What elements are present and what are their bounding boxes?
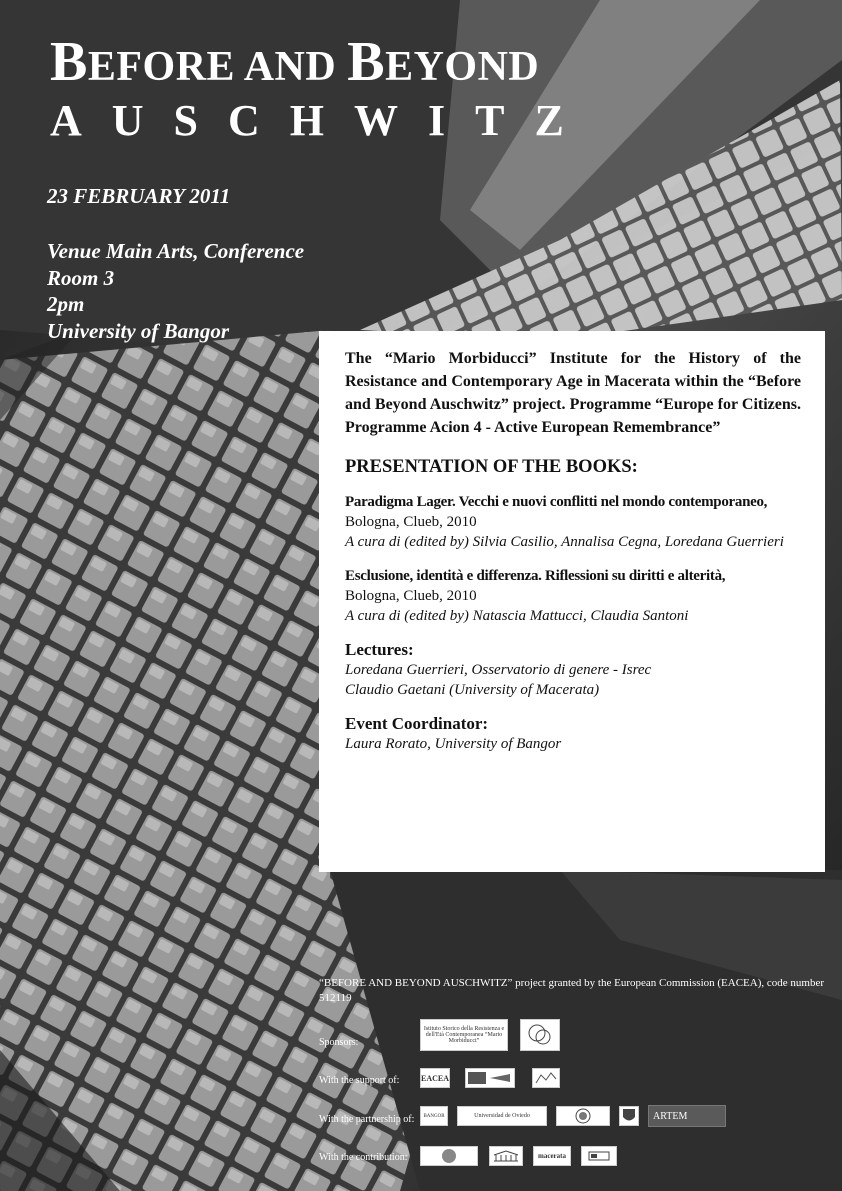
venue-block xyxy=(47,238,337,344)
venue-line: 2pm xyxy=(47,292,85,316)
university-seal-logo xyxy=(420,1146,478,1166)
bangor-logo: BANGOR xyxy=(420,1106,448,1126)
oviedo-logo: Universidad de Oviedo xyxy=(457,1106,547,1126)
event-date: 23 FEBRUARY 2011 xyxy=(47,184,231,208)
book-entry xyxy=(345,566,801,626)
venue-line: University of Bangor xyxy=(47,318,230,343)
circle-logo xyxy=(520,1019,560,1051)
eu-flag-logo xyxy=(465,1068,515,1088)
contribution-label: With the contribution: xyxy=(319,1152,408,1163)
lecture-item: Loredana Guerrieri, Osservatorio di genere - Isrec xyxy=(345,662,652,678)
info-panel xyxy=(319,331,825,872)
macerata-logo: macerata xyxy=(533,1146,571,1166)
book-entry xyxy=(345,492,801,552)
book-publisher: Bologna, Clueb, 2010 xyxy=(345,514,477,530)
book-publisher: Bologna, Clueb, 2010 xyxy=(345,588,477,604)
crest-logo xyxy=(619,1106,639,1126)
artem-logo: ARTEM xyxy=(648,1105,726,1127)
small-logo xyxy=(581,1146,617,1166)
book-title: Esclusione, identità e differenza. Riflessioni su diritti e alterità, xyxy=(345,568,726,584)
partnership-label: With the partnership of: xyxy=(319,1114,415,1125)
venue-line: Room 3 xyxy=(47,265,115,290)
support-label: With the support of: xyxy=(319,1075,400,1086)
coordinator-heading: Event Coordinator: xyxy=(345,714,489,733)
building-logo xyxy=(489,1146,523,1166)
sponsors-label: Sponsors: xyxy=(319,1037,359,1048)
book-editors: A cura di (edited by) Natascia Mattucci, Claudia Santoni xyxy=(345,608,689,624)
title-line-2: AUSCHWITZ xyxy=(50,96,594,145)
venue-line: Venue Main Arts, Conference xyxy=(47,239,305,263)
chart-logo xyxy=(532,1068,560,1088)
presentation-heading: PRESENTATION OF THE BOOKS: xyxy=(345,457,638,477)
lecture-item: Claudio Gaetani (University of Macerata) xyxy=(345,682,600,698)
intro-paragraph: The “Mario Morbiducci” Institute for the History of the Resistance and Contemporary Age in Macerata within the “Before and Beyond Auschwitz” project. Programme “Europe for Citizens. Programme Acion 4 - Active European Remembrance” xyxy=(345,350,801,436)
isrec-logo: Istituto Storico della Resistenza e dell'Età Contemporanea “Mario Morbiducci” xyxy=(420,1019,508,1051)
title-line-1: BEFORE AND BEYOND xyxy=(50,31,540,93)
coordinator-name: Laura Rorato, University of Bangor xyxy=(345,736,562,752)
book-editors: A cura di (edited by) Silvia Casilio, Annalisa Cegna, Loredana Guerrieri xyxy=(345,534,784,550)
seal-logo xyxy=(556,1106,610,1126)
project-grant-note: “BEFORE AND BEYOND AUSCHWITZ” project granted by the European Commission (EACEA), code number 512119 xyxy=(319,977,824,1004)
eacea-logo: EACEA xyxy=(420,1068,450,1088)
lectures-heading: Lectures: xyxy=(345,640,414,659)
book-title: Paradigma Lager. Vecchi e nuovi conflitti nel mondo contemporaneo, xyxy=(345,494,768,510)
